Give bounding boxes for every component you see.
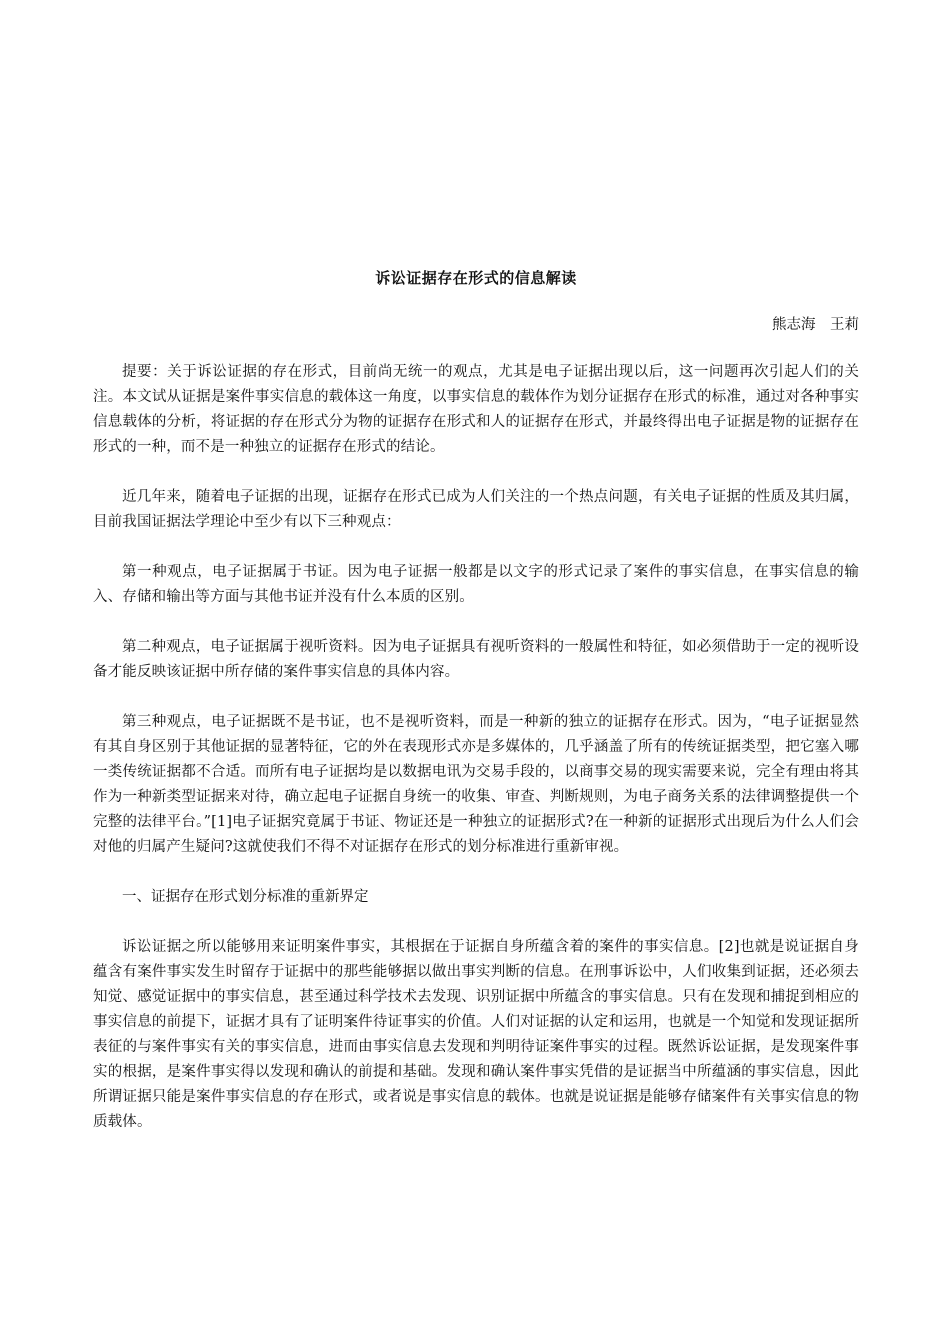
authors-line: 熊志海 王莉 [772, 317, 859, 333]
document-page [93, 260, 859, 1135]
document-title: 诉讼证据存在形式的信息解读 [375, 269, 577, 287]
section-one-paragraph: 诉讼证据之所以能够用来证明案件事实，其根据在于证据自身所蕴含着的案件的事实信息。[2]也就是说证据自身蕴含有案件事实发生时留存于证据中的那些能够据以做出事实判断的信息。在刑事诉讼中，人们收集到证据，还必须去知觉、感觉证据中的事实信息，甚至通过科学技术去发现、识别证据中所蕴含的事实信息。只有在发现和捕捉到相应的事实信息的前提下，证据才具有了证明案件待证事实的价值。人们对证据的认定和运用，也就是一个知觉和发现证据所表征的与案件事实有关的事实信息，进而由事实信息去发现和判明待证案件事实的过程。既然诉讼证据，是发现案件事实的根据，是案件事实得以发现和确认的前提和基础。发现和确认案件事实凭借的是证据当中所蕴涵的事实信息，因此所谓证据只能是案件事实信息的存在形式，或者说是事实信息的载体。也就是说证据是能够存储案件有关事实信息的物质载体。 [93, 939, 859, 1130]
intro-paragraph: 近几年来，随着电子证据的出现，证据存在形式已成为人们关注的一个热点问题，有关电子证据的性质及其归属，目前我国证据法学理论中至少有以下三种观点： [93, 489, 859, 530]
view-three-paragraph: 第三种观点，电子证据既不是书证，也不是视听资料，而是一种新的独立的证据存在形式。因为，“电子证据显然有其自身区别于其他证据的显著特征，它的外在表现形式亦是多媒体的，几乎涵盖了所有的传统证据类型，把它塞入哪一类传统证据都不合适。而所有电子证据均是以数据电讯为交易手段的，以商事交易的现实需要来说，完全有理由将其作为一种新类型证据来对待，确立起电子证据自身统一的收集、审查、判断规则，为电子商务关系的法律调整提供一个完整的法律平台。”[1]电子证据究竟属于书证、物证还是一种独立的证据形式?在一种新的证据形式出现后为什么人们会对他的归属产生疑问?这就使我们不得不对证据存在形式的划分标准进行重新审视。 [93, 714, 859, 855]
section-heading: 一、证据存在形式划分标准的重新界定 [122, 889, 369, 905]
view-two-paragraph: 第二种观点，电子证据属于视听资料。因为电子证据具有视听资料的一般属性和特征，如必须借助于一定的视听设备才能反映该证据中所存储的案件事实信息的具体内容。 [93, 639, 859, 680]
view-one-paragraph: 第一种观点，电子证据属于书证。因为电子证据一般都是以文字的形式记录了案件的事实信息，在事实信息的输入、存储和输出等方面与其他书证并没有什么本质的区别。 [93, 564, 859, 605]
abstract-paragraph: 提要：关于诉讼证据的存在形式，目前尚无统一的观点，尤其是电子证据出现以后，这一问题再次引起人们的关注。本文试从证据是案件事实信息的载体这一角度，以事实信息的载体作为划分证据存在形式的标准，通过对各种事实信息载体的分析，将证据的存在形式分为物的证据存在形式和人的证据存在形式，并最终得出电子证据是物的证据存在形式的一种，而不是一种独立的证据存在形式的结论。 [93, 364, 859, 455]
